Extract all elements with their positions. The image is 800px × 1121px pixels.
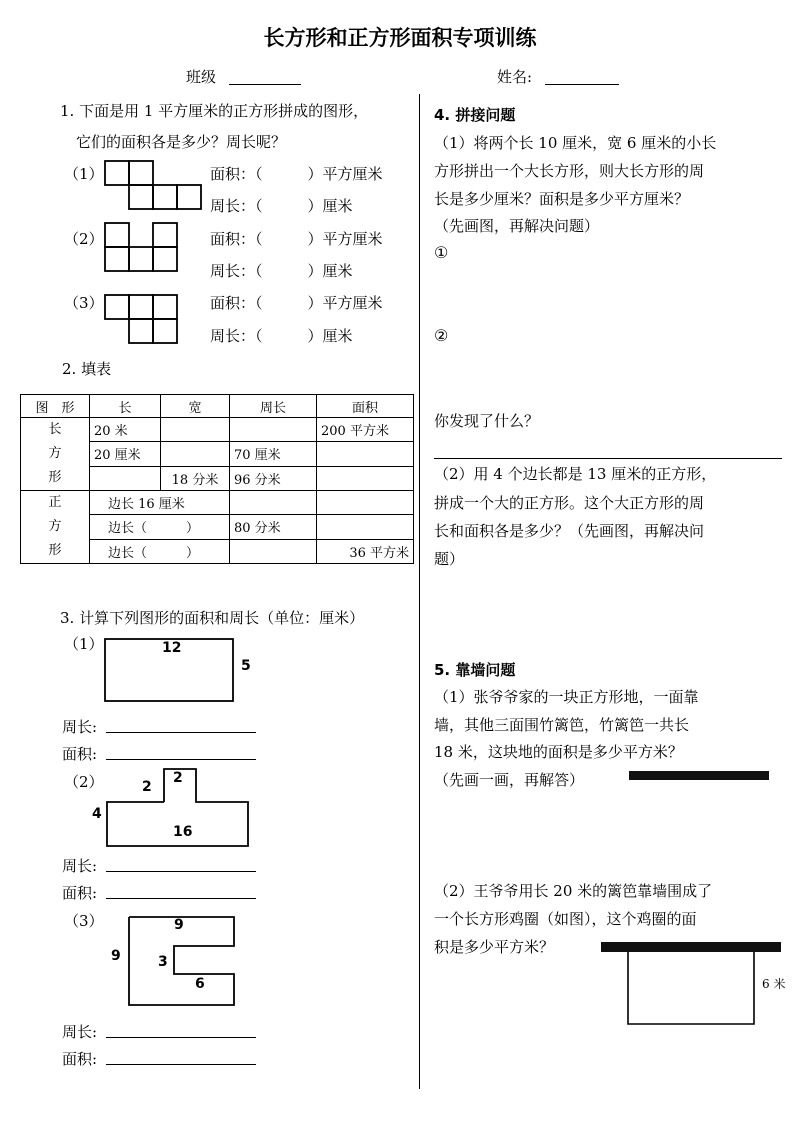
table-cell[interactable]: 20 厘米 [90, 442, 161, 466]
table-cell[interactable] [230, 491, 317, 515]
wall-bar-2 [601, 942, 781, 952]
q3-item1-perimeter-blank[interactable] [106, 732, 256, 733]
q3-shape3-dim-top: 9 [174, 917, 184, 933]
q1-subtitle: 它们的面积各是多少？周长呢？ [76, 133, 287, 151]
q4-p1-line3: 长是多少厘米？面积是多少平方厘米？ [434, 190, 690, 208]
q3-item3-area-label: 面积: [62, 1050, 98, 1068]
q1-item2-area: 面积：（ ）平方厘米 [210, 230, 383, 248]
q5-title: 5. 靠墙问题 [434, 661, 516, 679]
q3-shape3-dim-inner: 3 [158, 954, 168, 970]
q3-item2-perimeter-blank[interactable] [106, 871, 256, 872]
q3-item2-area-blank[interactable] [106, 898, 256, 899]
q4-p1-line4: （先画图，再解决问题） [434, 217, 600, 235]
class-blank[interactable] [229, 84, 301, 85]
q5-p1-line4: （先画一画，再解答） [434, 771, 585, 789]
square-row-label: 正 方 形 [21, 491, 90, 564]
q3-shape2-dim-d: 16 [173, 824, 193, 840]
q3-item1-label: （1） [64, 635, 104, 653]
q1-item2-perimeter: 周长：（ ）厘米 [210, 262, 353, 280]
wall-bar-1 [629, 771, 769, 780]
q4-p2-line3: 长和面积各是多少？（先画图，再解决问 [434, 522, 705, 540]
q5-p1-line2: 墙，其他三面围竹篱笆，竹篱笆一共长 [434, 716, 690, 734]
table-cell[interactable]: 36 平方米 [317, 539, 414, 563]
q3-item3-perimeter-blank[interactable] [106, 1037, 256, 1038]
q4-p2-line4: 题） [434, 550, 465, 568]
table-cell[interactable] [317, 515, 414, 539]
column-divider [419, 94, 420, 1089]
table-cell[interactable]: 96 分米 [230, 466, 317, 490]
q1-item3-perimeter: 周长：（ ）厘米 [210, 327, 353, 345]
th-length: 长 [90, 395, 161, 418]
q3-shape1-dim-length: 12 [162, 640, 182, 656]
th-perimeter: 周长 [230, 395, 317, 418]
q3-title: 3. 计算下列图形的面积和周长（单位：厘米） [60, 609, 365, 627]
class-label: 班级 [186, 68, 217, 86]
q1-item2-label: （2） [64, 230, 104, 248]
q3-item2-perimeter-label: 周长: [62, 857, 98, 875]
coop-side-label: 6 米 [762, 977, 786, 991]
table-cell[interactable] [230, 539, 317, 563]
q3-item3-label: （3） [64, 912, 104, 930]
table-cell[interactable] [230, 418, 317, 442]
q3-shape1-dim-width: 5 [241, 658, 251, 674]
q5-p1-line1: （1）张爷爷家的一块正方形地，一面靠 [434, 688, 699, 706]
q4-p1-line2: 方形拼出一个大长方形，则大长方形的周 [434, 162, 705, 180]
q4-discovery: 你发现了什么？ [434, 412, 540, 430]
table-cell[interactable] [90, 466, 161, 490]
q3-shape2-dim-c: 4 [92, 806, 102, 822]
table-cell[interactable]: 200 平方米 [317, 418, 414, 442]
fill-table [20, 394, 414, 564]
q4-mark1: ① [434, 243, 449, 262]
q4-p2-line2: 拼成一个大的正方形。这个大正方形的周 [434, 494, 705, 512]
table-cell[interactable]: 18 分米 [161, 466, 230, 490]
q3-item2-label: （2） [64, 773, 104, 791]
name-label: 姓名: [497, 68, 533, 86]
q1-shape3 [104, 294, 184, 346]
q5-p2-line1: （2）王爷爷用长 20 米的篱笆靠墙围成了 [434, 882, 713, 900]
q1-item1-area: 面积：（ ）平方厘米 [210, 165, 383, 183]
q4-discovery-blank[interactable] [434, 458, 782, 459]
q5-p2-line2: 一个长方形鸡圈（如图），这个鸡圈的面 [434, 910, 697, 928]
q5-p2-line3: 积是多少平方米？ [434, 938, 555, 956]
q4-p1-line1: （1）将两个长 10 厘米，宽 6 厘米的小长 [434, 134, 717, 152]
q3-item1-area-blank[interactable] [106, 759, 256, 760]
th-shape: 图 形 [21, 395, 90, 418]
table-cell[interactable] [317, 491, 414, 515]
table-cell[interactable] [317, 466, 414, 490]
q3-shape2-dim-b: 2 [173, 770, 183, 786]
q4-mark2: ② [434, 326, 449, 345]
q2-title: 2. 填表 [62, 360, 112, 378]
q1-item1-label: （1） [64, 165, 104, 183]
page-title: 长方形和正方形面积专项训练 [263, 26, 537, 50]
q3-item1-perimeter-label: 周长: [62, 718, 98, 736]
table-cell[interactable]: 20 米 [90, 418, 161, 442]
q3-shape2-dim-a: 2 [142, 779, 152, 795]
q1-item3-label: （3） [64, 294, 104, 312]
table-cell[interactable] [317, 442, 414, 466]
q4-p2-line1: （2）用 4 个边长都是 13 厘米的正方形， [434, 465, 717, 483]
q3-shape3-dim-bottom: 6 [195, 976, 205, 992]
chicken-coop-rect [627, 952, 757, 1026]
rect-row-label: 长 方 形 [21, 418, 90, 491]
name-blank[interactable] [545, 84, 619, 85]
q4-title: 4. 拼接问题 [434, 106, 516, 124]
q1-item1-perimeter: 周长：（ ）厘米 [210, 197, 353, 215]
q1-shape2 [104, 222, 184, 274]
th-area: 面积 [317, 395, 414, 418]
table-cell[interactable] [161, 442, 230, 466]
table-cell[interactable]: 边长（ ） [90, 515, 230, 539]
q5-p1-line3: 18 米，这块地的面积是多少平方米？ [434, 743, 683, 761]
q1-title: 1. 下面是用 1 平方厘米的正方形拼成的图形， [60, 102, 369, 120]
q1-item3-area: 面积：（ ）平方厘米 [210, 294, 383, 312]
q1-shape1 [104, 160, 204, 212]
table-cell[interactable]: 80 分米 [230, 515, 317, 539]
th-width: 宽 [161, 395, 230, 418]
q3-item2-area-label: 面积: [62, 884, 98, 902]
table-cell[interactable]: 边长（ ） [90, 539, 230, 563]
q3-item1-area-label: 面积: [62, 745, 98, 763]
table-cell[interactable]: 70 厘米 [230, 442, 317, 466]
q3-item3-area-blank[interactable] [106, 1064, 256, 1065]
table-cell[interactable]: 边长 16 厘米 [90, 491, 230, 515]
q3-item3-perimeter-label: 周长: [62, 1023, 98, 1041]
table-cell[interactable] [161, 418, 230, 442]
q3-shape3-dim-left: 9 [111, 948, 121, 964]
